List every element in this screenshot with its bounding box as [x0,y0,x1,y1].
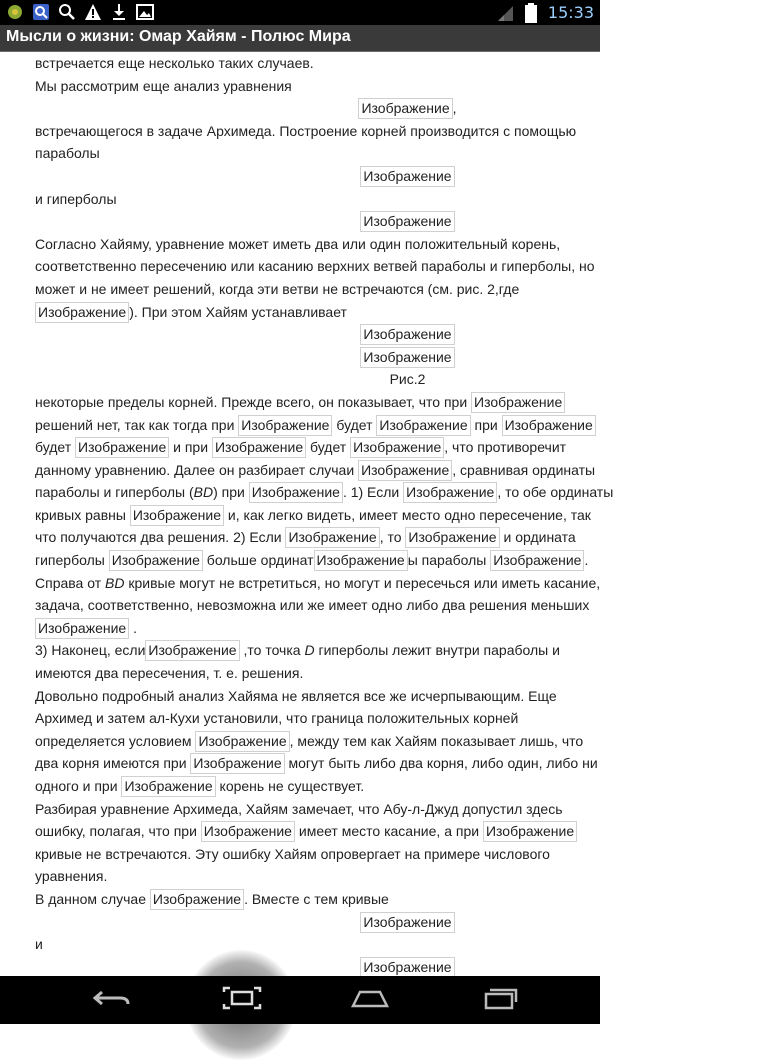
image-placeholder[interactable]: Изображение [483,821,577,842]
recent-apps-button[interactable] [460,976,540,1024]
image-placeholder[interactable]: Изображение [360,912,454,933]
article-line: параболы и гиперболы (BD) при Изображение . 1) Если Изображение , то обе ординаты [35,481,625,504]
image-placeholder[interactable]: Изображение [35,302,129,323]
image-placeholder[interactable]: Изображение [376,415,470,436]
image-placeholder[interactable]: Изображение [109,550,203,571]
article-line: может и не имеет решений, когда эти ветви не встречаются (см. рис. 2,где [35,280,520,297]
article-line: что получаются два решения. 2) Если Изображение , то Изображение и ордината [35,526,625,549]
article-line: Справа от BD кривые могут не встретиться, но могут и пересечься или иметь касание, [35,574,601,591]
image-placeholder[interactable]: Изображение [238,415,332,436]
article-line: встречается еще несколько таких случаев. [35,55,314,71]
image-placeholder[interactable]: Изображение [350,437,444,458]
article-line: имеются два пересечения, т. е. решения. [35,665,304,682]
warning-icon [84,3,102,21]
signal-icon [496,4,514,22]
image-placeholder[interactable]: Изображение [249,482,343,503]
article-line [35,165,780,188]
article-line: кривых равны Изображение и, как легко видеть, имеет место одно пересечение, так [35,504,625,527]
image-placeholder[interactable]: Изображение [145,640,239,661]
image-placeholder[interactable]: Изображение [358,98,452,119]
search-app-icon [32,3,50,21]
image-placeholder[interactable]: Изображение [360,166,454,187]
image-placeholder[interactable]: Изображение [190,753,284,774]
download-icon [110,3,128,21]
article-line: и гиперболы [35,190,117,207]
image-placeholder[interactable]: Изображение [314,550,408,571]
article-line: задача, соответственно, невозможна или же имеет одно либо два решения меньших [35,597,590,614]
article-content[interactable] [35,52,625,974]
image-placeholder[interactable]: Изображение [403,482,497,503]
article-line: и [35,936,43,953]
article-line: Согласно Хайяму, уравнение может иметь два или один положительный корень, [35,235,561,252]
image-placeholder[interactable]: Изображение [150,889,244,910]
home-button[interactable] [330,976,410,1024]
article-line [35,210,780,233]
recent-apps-icon [480,986,520,1015]
article-line: Довольно подробный анализ Хайяма не является все же исчерпывающим. Еще [35,687,557,704]
back-icon [92,986,132,1015]
figure-caption: Рис.2 [389,371,426,388]
image-placeholder[interactable]: Изображение [195,731,289,752]
clock: 15:33 [547,3,594,22]
article-line: некоторые пределы корней. Прежде всего, он показывает, что при Изображение [35,391,625,414]
article-line [35,346,780,369]
battery-icon [522,4,540,22]
article-line [35,911,780,934]
screenshot-button[interactable] [202,976,282,1024]
image-placeholder[interactable]: Изображение [471,392,565,413]
image-placeholder[interactable]: Изображение [121,776,215,797]
article-line: решений нет, так как тогда при Изображение будет Изображение при Изображение [35,414,625,437]
article-line: Разбирая уравнение Архимеда, Хайям замечает, что Абу-л-Джуд допустил здесь [35,800,563,817]
image-placeholder[interactable]: Изображение [130,505,224,526]
article-line: соответственно пересечению или касанию верхних ветвей параболы и гиперболы, но [35,258,595,275]
image-placeholder[interactable]: Изображение [35,618,129,639]
image-placeholder[interactable]: Изображение [360,211,454,232]
article-line: Изображение , [35,97,780,120]
article-line: гиперболы Изображение больше ординат Изображение ы параболы Изображение . [35,549,625,572]
article-line: Изображение . [35,617,625,640]
status-bar [0,0,600,25]
article-line: уравнения. [35,868,108,885]
article-line: два корня имеются при Изображение могут быть либо два корня, либо один, либо ни [35,752,625,775]
app-icon [6,3,24,21]
navigation-bar [0,976,600,1024]
image-placeholder[interactable]: Изображение [360,957,454,978]
article-line: Мы рассмотрим еще анализ уравнения [35,77,292,94]
image-placeholder[interactable]: Изображение [405,527,499,548]
image-placeholder[interactable]: Изображение [360,324,454,345]
image-placeholder[interactable]: Изображение [360,347,454,368]
article-line: будет Изображение и при Изображение будет Изображение , что противоречит [35,436,625,459]
article-line: Архимед и затем ал-Кухи установили, что граница положительных корней [35,710,519,727]
app-title-bar [0,25,600,52]
article-line: кривые не встречаются. Эту ошибку Хайям опровергает на примере числового [35,845,550,862]
image-placeholder[interactable]: Изображение [212,437,306,458]
image-placeholder[interactable]: Изображение [201,821,295,842]
image-icon [136,3,154,21]
article-line: Изображение ). При этом Хайям устанавливает [35,301,625,324]
article-line [35,323,780,346]
screenshot-icon [222,986,262,1015]
article-line: параболы [35,145,100,162]
article-line: В данном случае Изображение . Вместе с тем кривые [35,888,625,911]
article-line: данному уравнению. Далее он разбирает случаи Изображение , сравнивая ординаты [35,459,625,482]
article-line: определяется условием Изображение , между тем как Хайям показывает лишь, что [35,730,625,753]
image-placeholder[interactable]: Изображение [285,527,379,548]
article-line: ошибку, полагая, что при Изображение имеет место касание, а при Изображение [35,820,625,843]
article-line: одного и при Изображение корень не существует. [35,775,625,798]
image-placeholder[interactable]: Изображение [502,415,596,436]
back-button[interactable] [72,976,152,1024]
page-title: Мысли о жизни: Омар Хайям - Полюс Мира [6,28,351,45]
article-line: 3) Наконец, если Изображение ,то точка D гиперболы лежит внутри параболы и [35,639,625,662]
image-placeholder[interactable]: Изображение [490,550,584,571]
article-line: встречающегося в задаче Архимеда. Построение корней производится с помощью [35,122,577,139]
image-placeholder[interactable]: Изображение [358,460,452,481]
search-icon [58,3,76,21]
home-icon [350,986,390,1015]
image-placeholder[interactable]: Изображение [75,437,169,458]
article-line [35,956,780,979]
